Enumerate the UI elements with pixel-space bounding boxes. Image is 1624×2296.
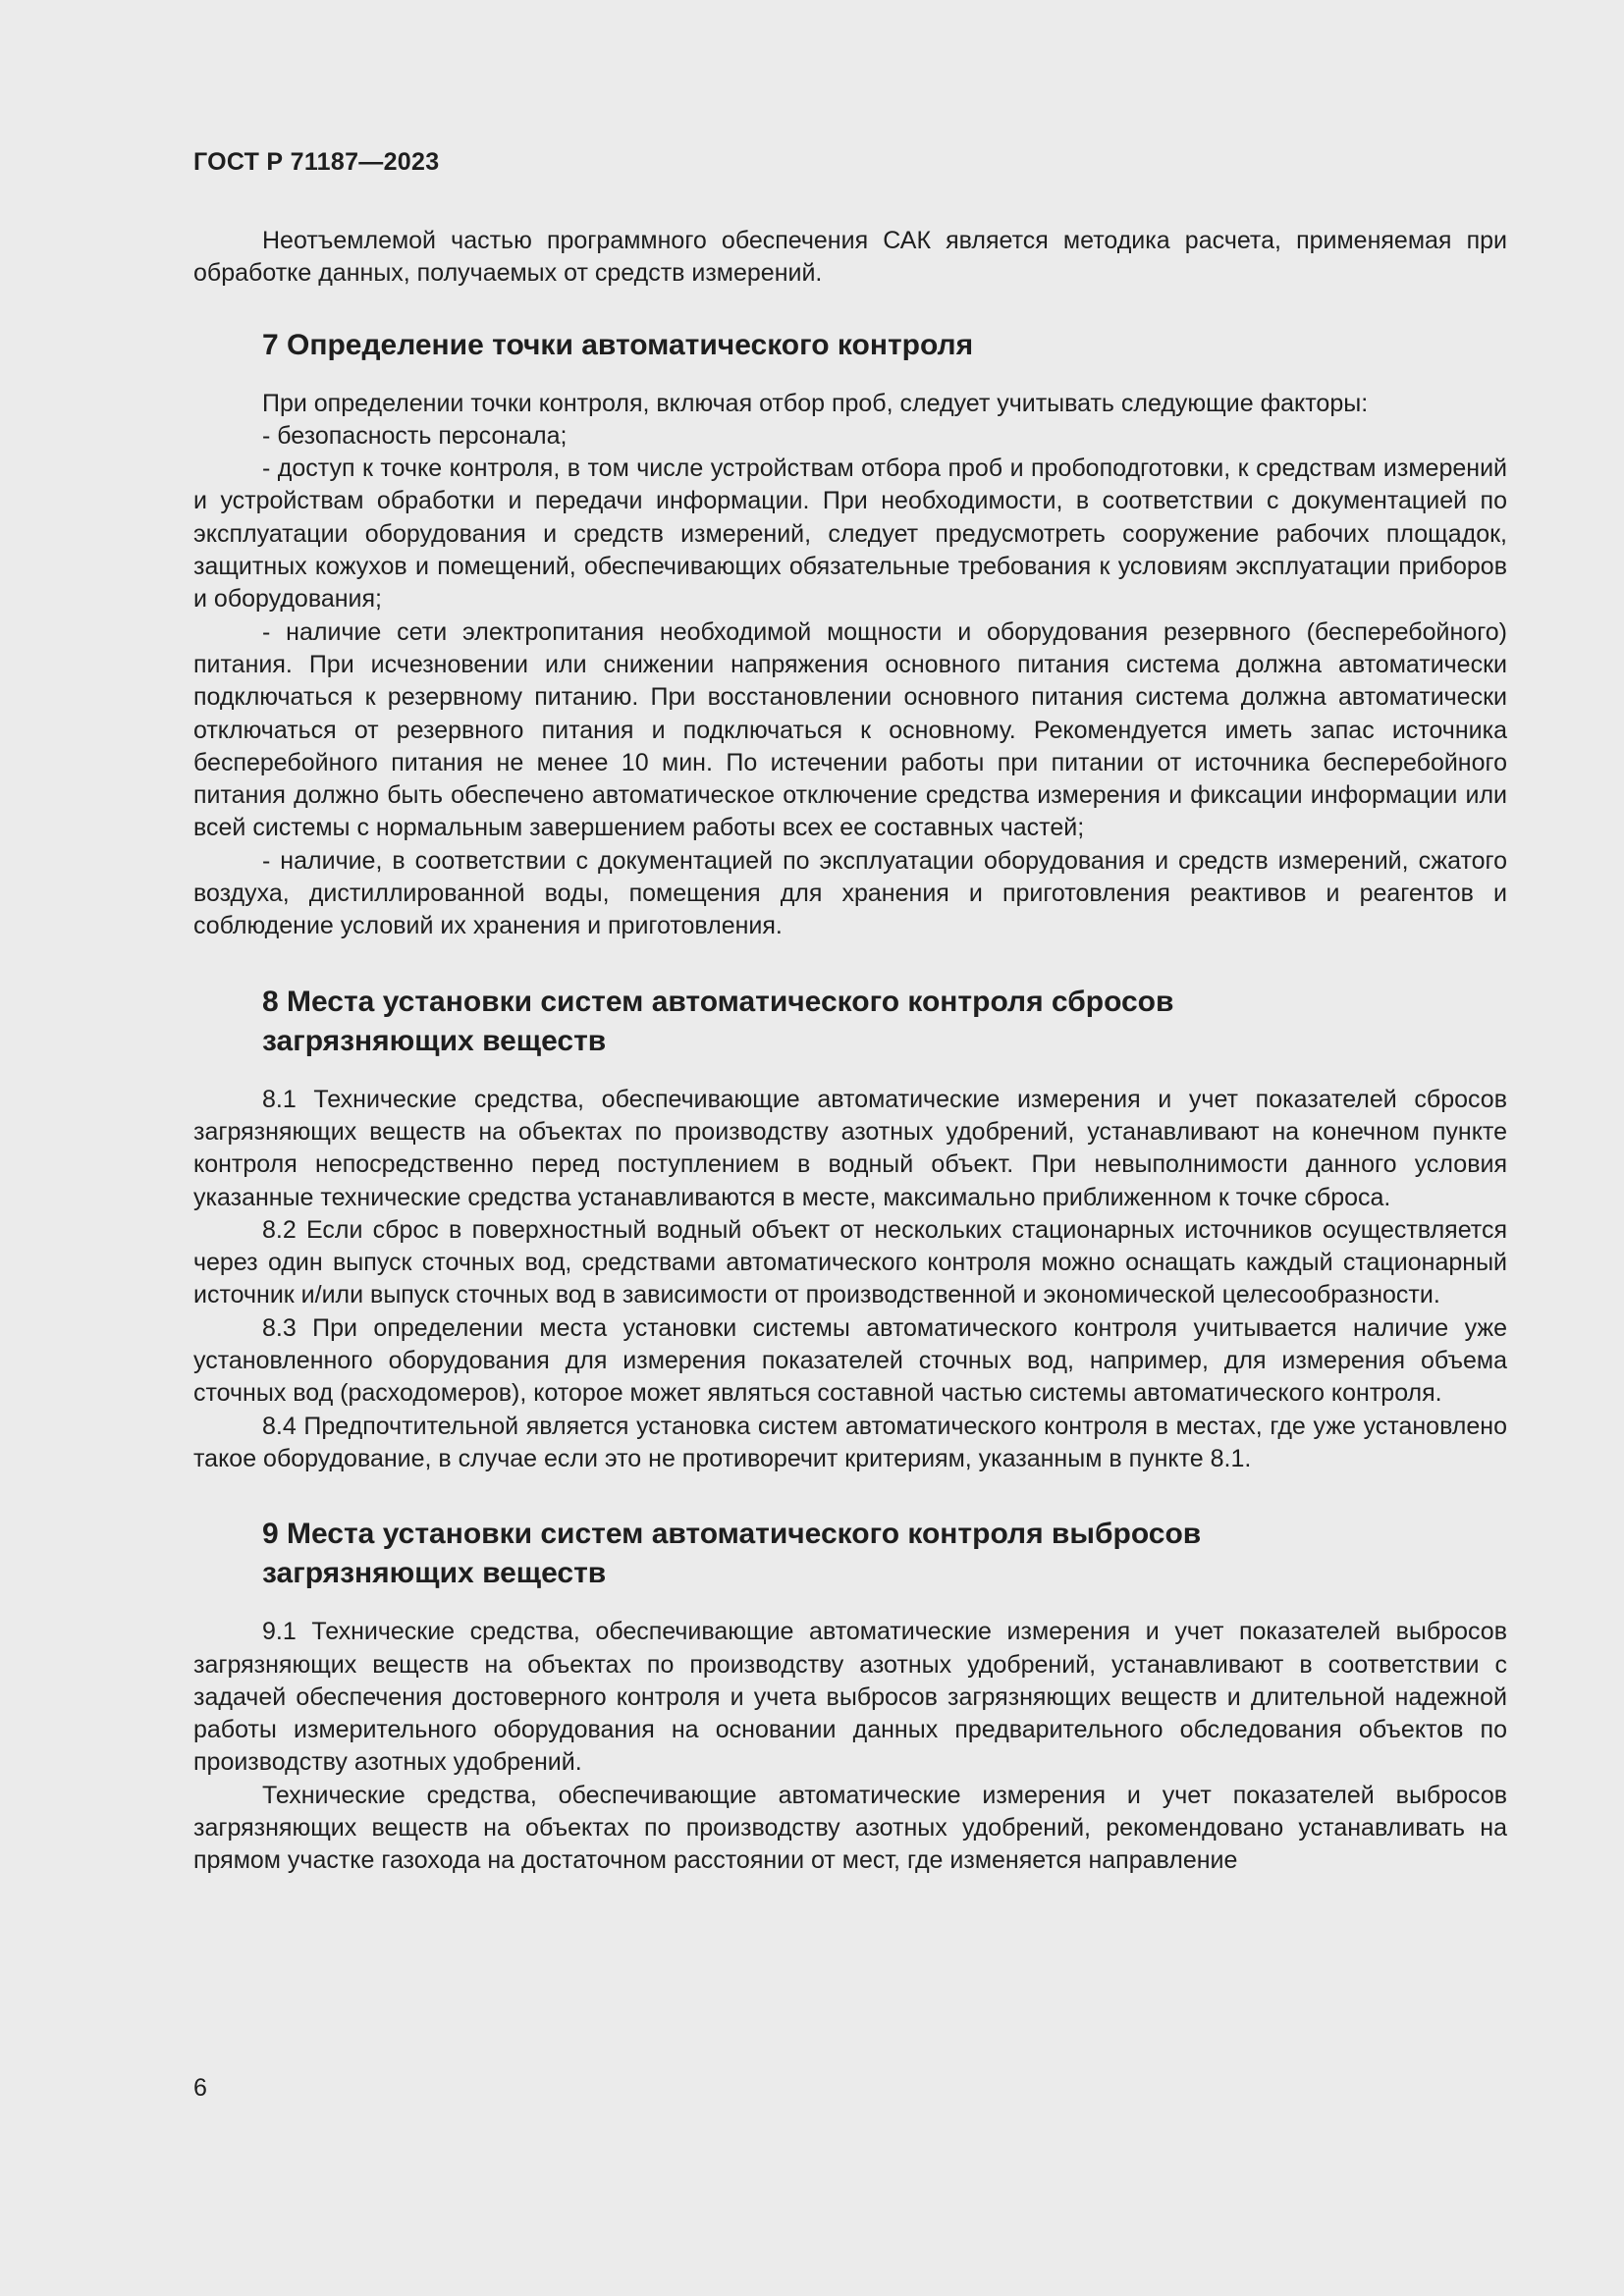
section-9-heading-line-1: 9 Места установки систем автоматического контроля выбросов xyxy=(262,1518,1202,1551)
section-7-heading: 7 Определение точки автоматического контроля xyxy=(262,328,974,361)
clause-8-3: 8.3 При определении места установки системы автоматического контроля учитывается наличие уже установленного оборудования для измерения показателей сточных вод, например, для измерения объема сточных вод (расходомеров), которое может являться составной частью системы автоматического контроля. xyxy=(193,1313,1507,1408)
clause-9-1-continued: Технические средства, обеспечивающие автоматические измерения и учет показателей выбросов загрязняющих веществ на объектах по производству азотных удобрений, рекомендовано устанавливать на прямом участке газохода на достаточном расстоянии от мест, где изменяется направление xyxy=(193,1781,1507,1875)
clause-8-1: 8.1 Технические средства, обеспечивающие автоматические измерения и учет показателей сбросов загрязняющих веществ на объектах по производству азотных удобрений, устанавливают на конечном пункте контроля непосредственно перед поступлением в водный объект. При невыполнимости данного условия указанные технические средства устанавливаются в месте, максимально приближенном к точке сброса. xyxy=(193,1085,1507,1211)
section-7-item-4: - наличие, в соответствии с документацией по эксплуатации оборудования и средств измерений, сжатого воздуха, дистиллированной воды, помещения для хранения и приготовления реактивов и реагентов и соблюдение условий их хранения и приготовления. xyxy=(193,846,1507,940)
section-7-intro: При определении точки контроля, включая отбор проб, следует учитывать следующие факторы: xyxy=(262,389,1369,417)
section-9-heading xyxy=(193,1515,1507,1593)
document-body xyxy=(193,225,1507,1878)
page-number: 6 xyxy=(193,2074,207,2102)
clause-8-2: 8.2 Если сброс в поверхностный водный объект от нескольких стационарных источников осуществляется через один выпуск сточных вод, средствами автоматического контроля можно оснащать каждый стационарный источник и/или выпуск сточных вод в зависимости от производственной и экономической целесообразности. xyxy=(193,1215,1507,1309)
section-7-item-2: - доступ к точке контроля, в том числе устройствам отбора проб и пробоподготовки, к средствам измерений и устройствам обработки и передачи информации. При необходимости, в соответствии с документацией по эксплуатации оборудования и средств измерений, следует предусмотреть сооружение рабочих площадок, защитных кожухов и помещений, обеспечивающих обязательные требования к условиям эксплуатации приборов и оборудования; xyxy=(193,454,1507,614)
intro-paragraph: Неотъемлемой частью программного обеспечения САК является методика расчета, применяемая при обработке данных, получаемых от средств измерений. xyxy=(193,227,1507,288)
document-header: ГОСТ Р 71187—2023 xyxy=(193,148,440,176)
section-7-item-3: - наличие сети электропитания необходимой мощности и оборудования резервного (бесперебойного) питания. При исчезновении или снижении напряжения основного питания система должна автоматически подключаться к резервному питанию. При восстановлении основного питания система должна автоматически отключаться от резервного питания и подключаться к основному. Рекомендуется иметь запас источника бесперебойного питания не менее 10 мин. По истечении работы при питании от источника бесперебойного питания должно быть обеспечено автоматическое отключение средства измерения и фиксации информации или всей системы с нормальным завершением работы всех ее составных частей; xyxy=(193,617,1507,842)
section-8-heading-line-2: загрязняющих веществ xyxy=(262,1024,607,1057)
clause-8-4: 8.4 Предпочтительной является установка систем автоматического контроля в местах, где уже установлено такое оборудование, в случае если это не противоречит критериям, указанным в пункте 8.1. xyxy=(193,1412,1507,1472)
section-8-heading xyxy=(193,983,1507,1061)
section-8-heading-line-1: 8 Места установки систем автоматического контроля сбросов xyxy=(262,985,1174,1018)
section-9-heading-line-2: загрязняющих веществ xyxy=(262,1557,607,1590)
section-7-item-1: - безопасность персонала; xyxy=(262,421,568,450)
clause-9-1: 9.1 Технические средства, обеспечивающие автоматические измерения и учет показателей выбросов загрязняющих веществ на объектах по производству азотных удобрений, устанавливают в соответствии с задачей обеспечения достоверного контроля и учета выбросов загрязняющих веществ и длительной надежной работы измерительного оборудования на основании данных предварительного обследования объектов по производству азотных удобрений. xyxy=(193,1618,1507,1777)
